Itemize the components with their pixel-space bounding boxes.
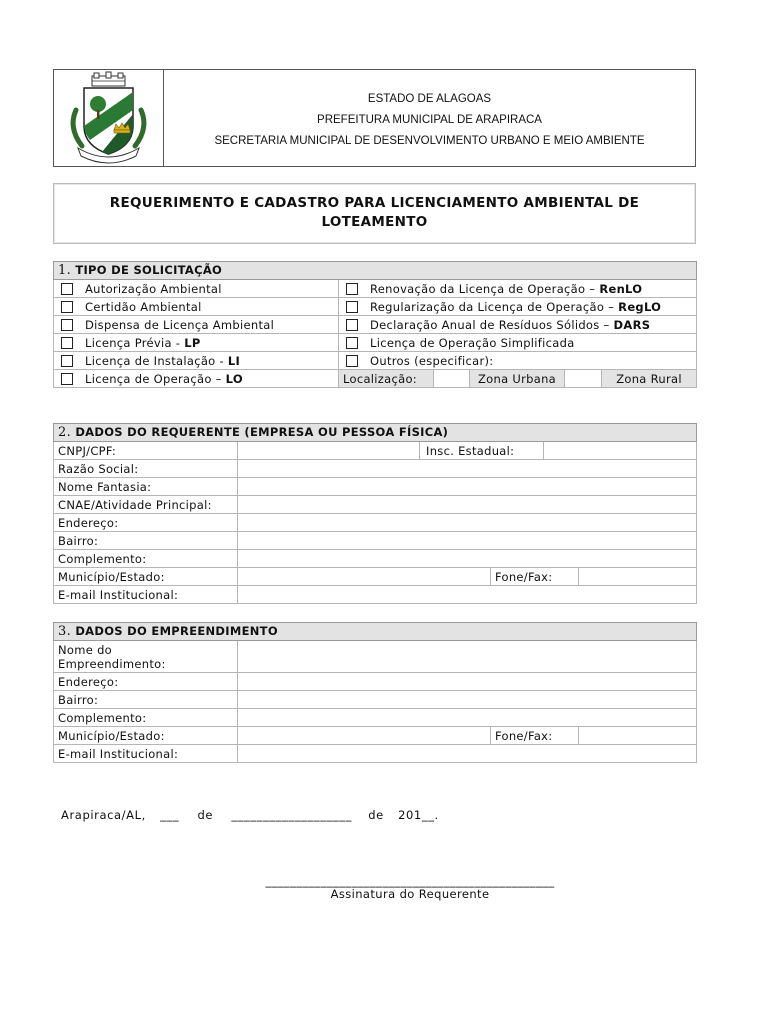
crest-cell [54,70,164,166]
emp-municipio-field[interactable] [238,727,491,745]
emp-fone-field[interactable] [579,727,697,745]
nome-fantasia-field[interactable] [238,478,697,496]
cnpj-field[interactable] [238,442,420,460]
emp-bairro-field[interactable] [238,691,697,709]
nome-empreendimento-label: Nome do Empreendimento: [54,641,238,673]
signature-line[interactable]: _______________________________________________ [265,874,555,888]
date-de-2: de [368,808,384,822]
emp-bairro-label: Bairro: [54,691,238,709]
state-line: ESTADO DE ALAGOAS [367,93,492,105]
date-month-blank[interactable]: ___________________ [231,808,352,822]
section-dados-empreendimento [53,622,697,763]
emp-email-label: E-mail Institucional: [54,745,238,763]
form-title-box [53,183,696,244]
fone-label: Fone/Fax: [491,568,579,586]
checkbox[interactable] [61,373,73,385]
nome-empreendimento-field[interactable] [238,641,697,673]
localizacao-label: Localização: [339,370,434,388]
section2-heading: 2. DADOS DO REQUERENTE (EMPRESA OU PESSOA FÍSICA) [54,424,697,442]
section-dados-requerente [53,423,697,604]
zona-urbana-label: Zona Urbana [470,370,565,388]
option-licenca-simplificada[interactable]: Licença de Operação Simplificada [339,334,697,352]
section3-heading: 3. DADOS DO EMPREENDIMENTO [54,623,697,641]
date-day-blank[interactable]: ___ [160,808,180,822]
zona-urbana-checkbox[interactable] [434,370,470,388]
form-title-line2: LOTEAMENTO [321,214,428,230]
option-licenca-operacao[interactable]: Licença de Operação – LO [54,370,339,388]
option-renovacao[interactable]: Renovação da Licença de Operação – RenLO [339,280,697,298]
email-label: E-mail Institucional: [54,586,238,604]
emp-email-field[interactable] [238,745,697,763]
signature-label: Assinatura do Requerente [330,887,490,901]
razao-social-field[interactable] [238,460,697,478]
emp-complemento-field[interactable] [238,709,697,727]
option-regularizacao[interactable]: Regularização da Licença de Operação – RegLO [339,298,697,316]
complemento-label: Complemento: [54,550,238,568]
checkbox[interactable] [61,301,73,313]
section-tipo-solicitacao [53,261,697,388]
endereco-field[interactable] [238,514,697,532]
bairro-field[interactable] [238,532,697,550]
secretariat-line: SECRETARIA MUNICIPAL DE DESENVOLVIMENTO URBANO E MEIO AMBIENTE [214,135,645,147]
cnae-label: CNAE/Atividade Principal: [54,496,238,514]
date-year[interactable]: 201__. [398,808,439,822]
municipio-field[interactable] [238,568,491,586]
checkbox[interactable] [346,319,358,331]
checkbox[interactable] [61,337,73,349]
checkbox[interactable] [61,283,73,295]
prefecture-line: PREFEITURA MUNICIPAL DE ARAPIRACA [317,114,542,126]
option-declaracao[interactable]: Declaração Anual de Resíduos Sólidos – DARS [339,316,697,334]
emp-municipio-label: Município/Estado: [54,727,238,745]
bairro-label: Bairro: [54,532,238,550]
section1-heading: 1. TIPO DE SOLICITAÇÃO [54,262,697,280]
municipio-label: Município/Estado: [54,568,238,586]
date-de-1: de [197,808,214,822]
razao-social-label: Razão Social: [54,460,238,478]
emp-endereco-field[interactable] [238,673,697,691]
checkbox[interactable] [346,355,358,367]
email-field[interactable] [238,586,697,604]
header-box [53,69,696,167]
option-outros[interactable]: Outros (especificar): [339,352,697,370]
date-city: Arapiraca/AL, [61,808,146,822]
insc-estadual-label: Insc. Estadual: [420,442,544,460]
zona-rural-label: Zona Rural [602,370,697,388]
form-title-line1: REQUERIMENTO E CADASTRO PARA LICENCIAMENTO AMBIENTAL DE [109,195,640,211]
option-licenca-instalacao[interactable]: Licença de Instalação - LI [54,352,339,370]
endereco-label: Endereço: [54,514,238,532]
emp-endereco-label: Endereço: [54,673,238,691]
checkbox[interactable] [346,337,358,349]
checkbox[interactable] [61,319,73,331]
header-text [164,70,695,166]
zona-rural-checkbox[interactable] [565,370,602,388]
option-autorizacao[interactable]: Autorização Ambiental [54,280,339,298]
option-licenca-previa[interactable]: Licença Prévia - LP [54,334,339,352]
cnae-field[interactable] [238,496,697,514]
fone-field[interactable] [579,568,697,586]
option-certidao[interactable]: Certidão Ambiental [54,298,339,316]
checkbox[interactable] [61,355,73,367]
insc-estadual-field[interactable] [544,442,697,460]
nome-fantasia-label: Nome Fantasia: [54,478,238,496]
checkbox[interactable] [346,283,358,295]
emp-fone-label: Fone/Fax: [491,727,579,745]
checkbox[interactable] [346,301,358,313]
option-dispensa[interactable]: Dispensa de Licença Ambiental [54,316,339,334]
municipal-crest-logo [54,70,163,166]
complemento-field[interactable] [238,550,697,568]
date-line [61,808,521,826]
emp-complemento-label: Complemento: [54,709,238,727]
cnpj-label: CNPJ/CPF: [54,442,238,460]
